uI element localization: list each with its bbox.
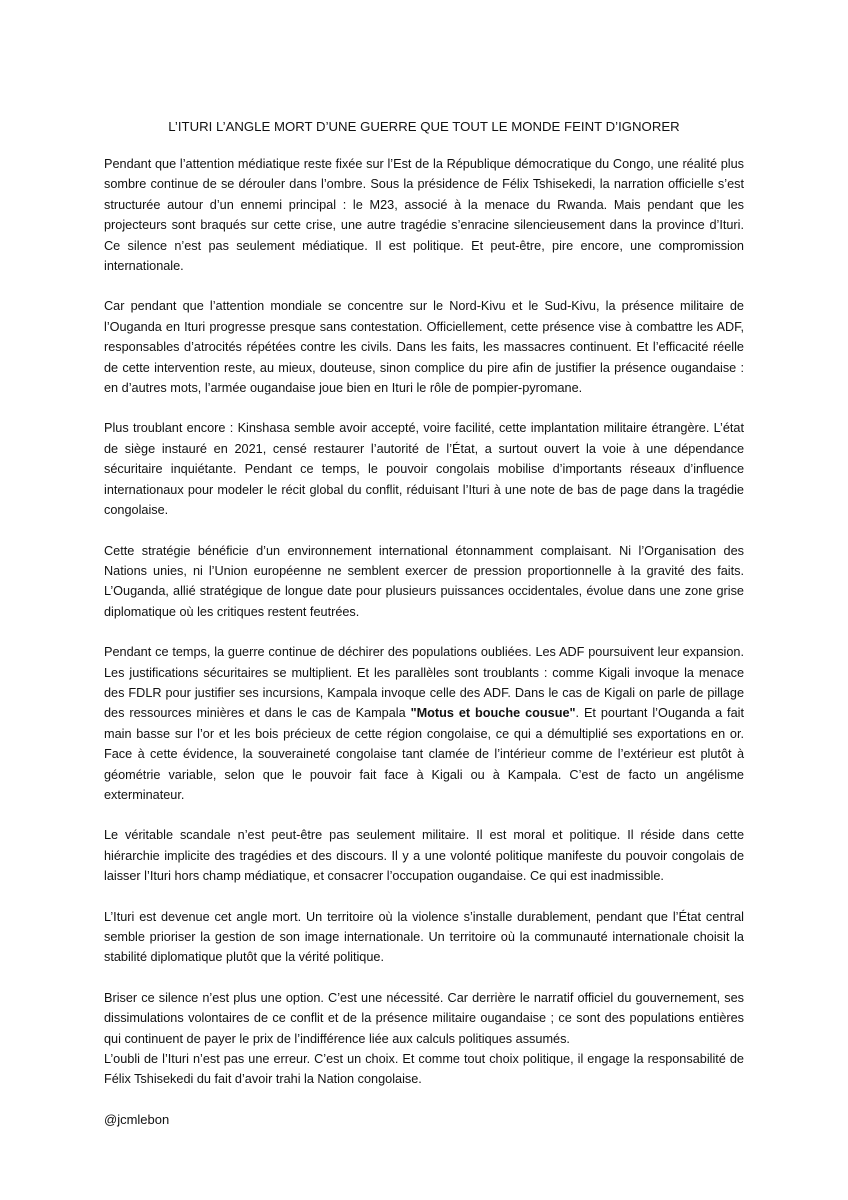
paragraph-1: Pendant que l’attention médiatique reste fixée sur l’Est de la République démocratique du Congo, une réalité plus sombre continue de se dérouler dans l’ombre. Sous la présidence de Félix Tshisekedi, la narration officielle s’est structurée autour d’un ennemi principal : le M23, associé à la menace du Rwanda. Mais pendant que les projecteurs sont braqués sur cette crise, une autre tragédie s’enracine silencieusement dans la province d’Ituri. Ce silence n’est pas seulement médiatique. Il est politique. Et peut-être, pire encore, une compromission internationale. [104, 157, 744, 274]
paragraph-5 [104, 642, 744, 805]
paragraph-7: L’Ituri est devenue cet angle mort. Un territoire où la violence s’installe durablement, pendant que l’État central semble prioriser la gestion de son image internationale. Un territoire où la communauté internationale choisit la stabilité diplomatique plutôt que la vérité politique. [104, 909, 744, 965]
paragraph-4: Cette stratégie bénéficie d’un environnement international étonnamment complaisant. Ni l’Organisation des Nations unies, ni l’Union européenne ne semblent exercer de pression proportionnelle à la gravité des faits. L’Ouganda, allié stratégique de longue date pour plusieurs puissances occidentales, évolue dans une zone grise diplomatique où les critiques restent feutrées. [104, 543, 744, 619]
paragraph-5-after: . Et pourtant l’Ouganda a fait main basse sur l’or et les bois précieux de cette région congolaise, ce qui a démultiplié ses exportations en or. Face à cette évidence, la souveraineté congolaise tant clamée de l’intérieur comme de l’extérieur est plutôt à géométrie variable, selon que le pouvoir fait face à Kigali ou à Kampala. C’est de facto un angélisme exterminateur. [104, 706, 744, 802]
paragraph-5-emphasis: "Motus et bouche cousue" [410, 706, 576, 721]
paragraph-5-before: Pendant ce temps, la guerre continue de déchirer des populations oubliées. Les ADF poursuivent leur expansion. Les justifications sécuritaires se multiplient. Et les parallèles sont troublants : comme Kigali invoque la menace des FDLR pour justifier ses incursions, Kampala invoque celle des ADF. Dans le cas de Kigali on parle de pillage des ressources minières et dans le cas de Kampala [104, 645, 744, 721]
paragraph-2: Car pendant que l’attention mondiale se concentre sur le Nord-Kivu et le Sud-Kivu, la présence militaire de l’Ouganda en Ituri progresse presque sans contestation. Officiellement, cette présence vise à combattre les ADF, responsables d’atrocités répétées contre les civils. Dans les faits, les massacres continuent. Et l’efficacité réelle de cette intervention reste, au mieux, douteuse, sinon complice du pire afin de justifier la présence ougandaise : en d’autres mots, l’armée ougandaise joue bien en Ituri le rôle de pompier-pyromane. [104, 299, 744, 396]
paragraph-3: Plus troublant encore : Kinshasa semble avoir accepté, voire facilité, cette implantation militaire étrangère. L’état de siège instauré en 2021, censé restaurer l’autorité de l’État, a surtout ouvert la voie à une dépendance sécuritaire inquiétante. Pendant ce temps, le pouvoir congolais mobilise d’importants réseaux d’influence internationaux pour modeler le récit global du conflit, réduisant l’Ituri à une note de bas de page dans la tragédie congolaise. [104, 421, 744, 518]
document-page [104, 118, 744, 1130]
paragraph-9: L’oubli de l’Ituri n’est pas une erreur. C’est un choix. Et comme tout choix politique, il engage la responsabilité de Félix Tshisekedi du fait d’avoir trahi la Nation congolaise. [104, 1052, 744, 1087]
paragraph-8: Briser ce silence n’est plus une option. C’est une nécessité. Car derrière le narratif officiel du gouvernement, ses dissimulations volontaires de ce conflit et de la présence militaire ougandaise ; ce sont des populations entières qui continuent de payer le prix de l’indifférence liée aux calculs politiques assumés. [104, 990, 744, 1046]
paragraph-6: Le véritable scandale n’est peut-être pas seulement militaire. Il est moral et politique. Il réside dans cette hiérarchie implicite des tragédies et des discours. Il y a une volonté politique manifeste du pouvoir congolais de laisser l’Ituri hors champ médiatique, et consacrer l’occupation ougandaise. Ce qui est inadmissible. [104, 828, 744, 884]
document-title: L’ITURI L’ANGLE MORT D’UNE GUERRE QUE TOUT LE MONDE FEINT D’IGNORER [168, 119, 680, 134]
author-signature: @jcmlebon [104, 1111, 170, 1127]
